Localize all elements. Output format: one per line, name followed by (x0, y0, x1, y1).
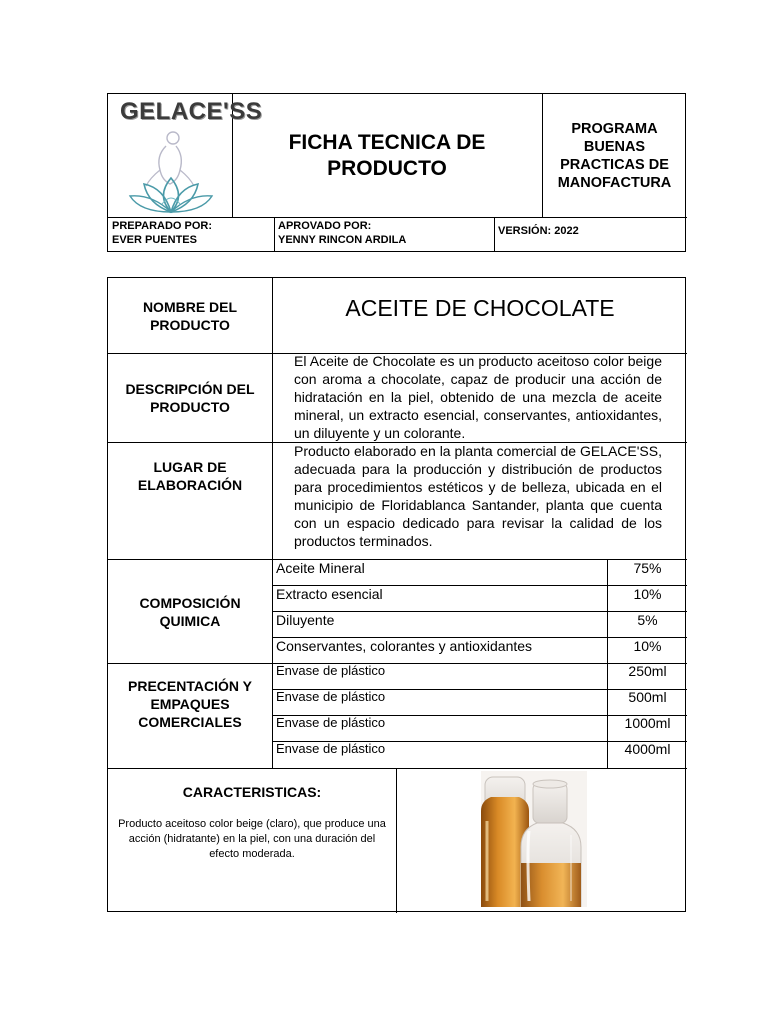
composition-label: COMPOSICIÓN QUIMICA (139, 594, 241, 629)
packaging-value: 1000ml (624, 715, 671, 731)
place-text: Producto elaborado en la planta comercial de GELACE'SS, adecuada para la producción y distribución de productos para procedimientos estéticos y de belleza, ubicada en el municipio de Floridablanca Santander, planta que cuenta con un espacio dedicado para revisar la calidad de los productos terminados. (294, 443, 662, 549)
lotus-figure-icon (126, 126, 216, 214)
document-title: FICHA TECNICA DE PRODUCTO (288, 130, 486, 180)
document-header (107, 93, 686, 252)
program-title: PROGRAMA BUENAS PRACTICAS DE MANOFACTURA (557, 120, 672, 191)
prepared-by-label: PREPARADO POR: (112, 220, 213, 232)
packaging-name: Envase de plástico (276, 663, 386, 678)
product-name-label: NOMBRE DEL PRODUCTO (142, 298, 238, 333)
characteristics-text: Producto aceitoso color beige (claro), que produce una acción (hidratante) en la piel, con una duración del efecto moderada. (118, 818, 386, 860)
packaging-value: 500ml (628, 689, 667, 705)
company-logo (108, 94, 263, 217)
product-spec-table (107, 277, 686, 912)
product-name: ACEITE DE CHOCOLATE (345, 294, 615, 321)
approved-by-label: APROVADO POR: (278, 220, 372, 232)
composition-value: 5% (637, 612, 658, 628)
packaging-value: 250ml (628, 663, 667, 679)
composition-value: 75% (633, 560, 662, 576)
place-label: LUGAR DE ELABORACIÓN (137, 459, 243, 493)
packaging-name: Envase de plástico (276, 715, 386, 730)
packaging-label: PRECENTACIÓN Y EMPAQUES COMERCIALES (128, 678, 252, 730)
approved-by-name: YENNY RINCON ARDILA (278, 234, 407, 246)
composition-value: 10% (633, 638, 662, 654)
logo-text: GELACE'SS (120, 98, 263, 125)
oil-bottles-photo (481, 771, 587, 907)
characteristics-label: CARACTERISTICAS: (182, 784, 322, 800)
packaging-value: 4000ml (624, 741, 671, 757)
composition-value: 10% (633, 586, 662, 602)
description-text: El Aceite de Chocolate es un producto aceitoso color beige con aroma a chocolate, capaz de producir una acción de hidratación en la piel, obtenido de una mezcla de aceite mineral, un extracto esencial, conservantes, antioxidantes, un diluyente y un colorante. (294, 353, 662, 441)
prepared-by-name: EVER PUENTES (112, 234, 197, 246)
composition-name: Extracto esencial (276, 586, 383, 602)
packaging-name: Envase de plástico (276, 741, 386, 756)
description-label: DESCRIPCIÓN DEL PRODUCTO (125, 381, 255, 415)
composition-name: Conservantes, colorantes y antioxidantes (276, 638, 533, 654)
packaging-name: Envase de plástico (276, 689, 386, 704)
version-label: VERSIÓN: 2022 (498, 225, 579, 237)
composition-name: Aceite Mineral (276, 560, 365, 576)
composition-name: Diluyente (276, 612, 335, 628)
